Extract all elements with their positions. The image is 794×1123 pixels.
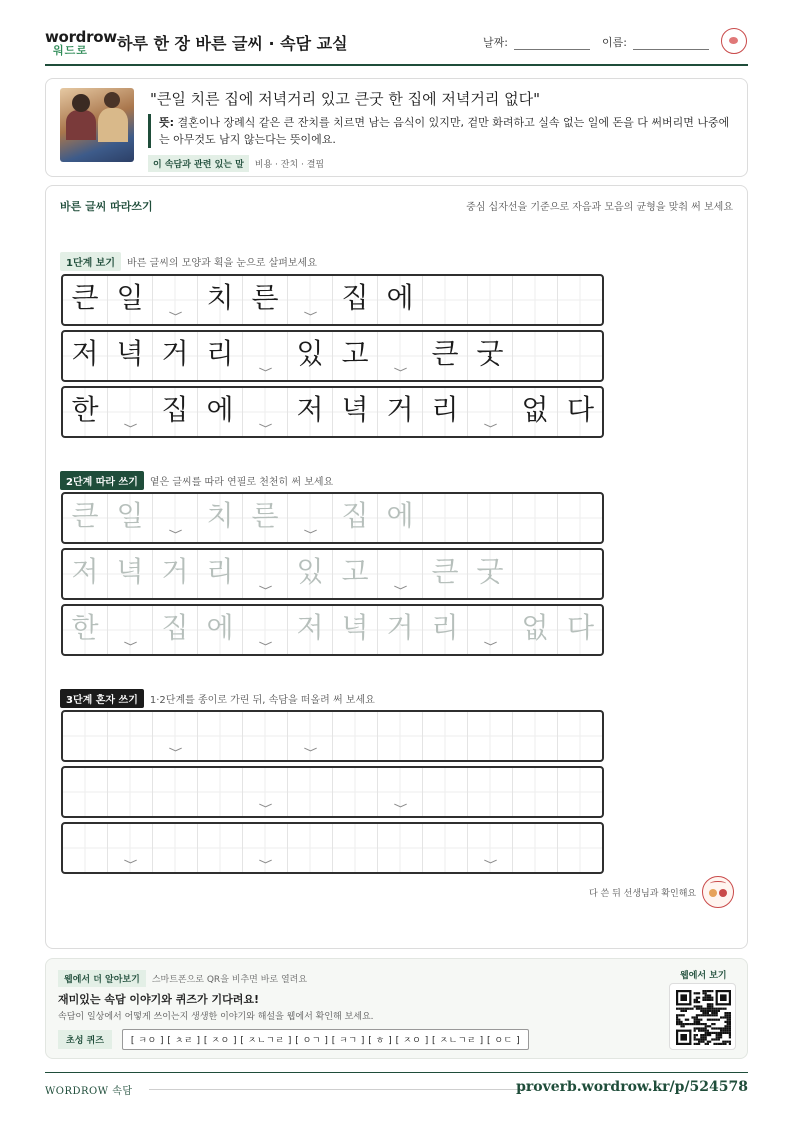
web-description: 속담이 일상에서 어떻게 쓰이는지 생생한 이야기와 해설을 웹에서 확인해 보세요. [58,1012,374,1022]
grid-cell [513,276,558,324]
initial-quiz [58,1029,529,1050]
grid-cell[interactable] [108,494,153,542]
trace-glyph: 리 [206,555,234,588]
grid-cell[interactable] [468,606,513,654]
grid-cell[interactable] [513,768,558,816]
space-mark-icon [259,422,271,430]
grid-cell[interactable] [378,494,423,542]
trace-glyph: 녁 [341,611,369,644]
proverb-card [45,78,748,177]
practice-hint: 중심 십자선을 기준으로 자음과 모음의 균형을 맞춰 써 보세요 [466,202,733,213]
space-mark-icon [259,858,271,866]
grid-cell [63,388,108,436]
grid-cell [153,276,198,324]
grid-cell[interactable] [423,550,468,598]
trace-glyph: 에 [386,499,414,532]
grid-cell [513,388,558,436]
name-line[interactable] [633,38,709,50]
grid-cell[interactable] [153,824,198,872]
trace-glyph: 거 [386,611,414,644]
space-mark-icon [484,422,496,430]
model-glyph: 치 [206,281,234,314]
grid-cell[interactable] [63,606,108,654]
space-mark-icon [169,528,181,536]
grid-cell [423,332,468,380]
model-glyph: 한 [71,393,99,426]
related-words [148,155,324,172]
grid-cell [333,388,378,436]
grid-cell[interactable] [468,768,513,816]
model-glyph: 저 [71,337,99,370]
grid-cell[interactable] [108,712,153,760]
meaning-text: 결혼이나 장례식 같은 큰 잔치를 치르면 남는 음식이 있지만, 겉만 화려하고 실속 없는 일에 돈을 다 써버리면 나중에는 아무것도 남지 않는다는 뜻이에요. [159,116,730,146]
step-3-tag: 3단계 혼자 쓰기 [60,689,144,708]
writing-row[interactable] [61,492,604,544]
space-mark-icon [124,858,136,866]
grid-cell[interactable] [558,606,603,654]
footer-url[interactable]: proverb.wordrow.kr/p/524578 [516,1079,748,1095]
trace-glyph: 거 [161,555,189,588]
grid-cell[interactable] [333,768,378,816]
grid-cell[interactable] [63,712,108,760]
quiz-label: 초성 퀴즈 [58,1030,112,1049]
grid-cell[interactable] [288,824,333,872]
quiz-hints: [ ㅋㅇ ] [ ㅊㄹ ] [ ㅈㅇ ] [ ㅈㄴㄱㄹ ] [ ㅇㄱ ] [ ㅋㄱ ] [ ㅎ ] [ ㅈㅇ ] [ ㅈㄴㄱㄹ ] [ ㅇㄷ ] [122,1029,529,1050]
grid-cell [198,388,243,436]
space-mark-icon [259,640,271,648]
grid-cell [243,276,288,324]
grid-cell[interactable] [288,712,333,760]
trace-glyph: 집 [341,499,369,532]
grid-cell[interactable] [558,824,603,872]
space-mark-icon [304,746,316,754]
step-1-desc: 바른 글씨의 모양과 획을 눈으로 살펴보세요 [127,258,317,269]
model-glyph: 거 [386,393,414,426]
grid-cell [333,332,378,380]
trace-glyph: 일 [116,499,144,532]
grid-cell[interactable] [153,494,198,542]
trace-glyph: 른 [251,499,279,532]
model-glyph: 른 [251,281,279,314]
grid-cell[interactable] [423,768,468,816]
grid-cell [243,332,288,380]
grid-cell[interactable] [558,768,603,816]
grid-cell[interactable] [153,606,198,654]
grid-cell[interactable] [378,712,423,760]
space-mark-icon [304,310,316,318]
grid-cell [288,332,333,380]
model-glyph: 녁 [341,393,369,426]
qr-code[interactable] [669,983,736,1050]
space-mark-icon [394,584,406,592]
space-mark-icon [124,640,136,648]
date-line[interactable] [514,38,590,50]
grid-cell[interactable] [63,824,108,872]
grid-cell[interactable] [288,550,333,598]
trace-glyph: 큰 [431,555,459,588]
grid-cell [558,388,603,436]
grid-cell [108,388,153,436]
grid-cell[interactable] [63,494,108,542]
model-glyph: 녁 [116,337,144,370]
grid-cell[interactable] [243,550,288,598]
grid-cell[interactable] [243,768,288,816]
grid-cell [63,276,108,324]
grid-cell [198,332,243,380]
writing-row [61,330,604,382]
grid-cell [558,276,603,324]
web-promo-box [45,958,748,1059]
grid-cell [558,332,603,380]
trace-glyph: 한 [71,611,99,644]
grid-cell[interactable] [243,606,288,654]
grid-cell[interactable] [153,768,198,816]
logo-wordmark: wordrow [45,28,117,46]
trace-glyph: 고 [341,555,369,588]
trace-glyph: 큰 [71,499,99,532]
teacher-check-text: 다 쓴 뒤 선생님과 확인해요 [589,889,697,899]
step-2 [60,471,333,490]
writing-row [61,386,604,438]
grid-cell[interactable] [423,824,468,872]
model-glyph: 다 [566,393,595,426]
grid-cell[interactable] [468,550,513,598]
trace-glyph: 없 [521,611,549,644]
teacher-stamp-icon [702,876,734,908]
grid-cell[interactable] [288,768,333,816]
grid-cell[interactable] [513,606,558,654]
wordrow-logo [45,28,117,58]
grid-cell[interactable] [198,550,243,598]
grid-cell[interactable] [558,712,603,760]
page-header [45,24,748,66]
model-glyph: 큰 [71,281,99,314]
qr-label: 웹에서 보기 [680,971,727,981]
grid-cell [468,332,513,380]
space-mark-icon [259,366,271,374]
model-glyph: 리 [206,337,234,370]
grid-cell[interactable] [108,606,153,654]
space-mark-icon [169,746,181,754]
date-field[interactable] [483,34,590,50]
grid-cell[interactable] [513,494,558,542]
grid-cell[interactable] [468,712,513,760]
grid-cell[interactable] [63,550,108,598]
grid-cell[interactable] [108,824,153,872]
step-3 [60,689,375,708]
space-mark-icon [484,640,496,648]
grid-cell[interactable] [378,824,423,872]
model-glyph: 에 [206,393,234,426]
date-label: 날짜: [483,36,508,49]
model-glyph: 고 [341,337,369,370]
grid-cell[interactable] [333,606,378,654]
grid-cell[interactable] [198,712,243,760]
model-glyph: 큰 [431,337,459,370]
grid-cell [108,332,153,380]
grid-cell[interactable] [243,494,288,542]
practice-panel [45,185,748,949]
grid-cell[interactable] [198,768,243,816]
grid-cell[interactable] [468,824,513,872]
step-2-desc: 옅은 글씨를 따라 연필로 천천히 써 보세요 [149,477,334,488]
grid-cell[interactable] [243,824,288,872]
page-footer [45,1072,748,1102]
grid-cell [378,332,423,380]
space-mark-icon [259,584,271,592]
grid-cell [333,276,378,324]
grid-cell [513,332,558,380]
grid-cell[interactable] [108,768,153,816]
related-list: 비용 · 잔치 · 결핍 [254,160,325,170]
footer-divider [149,1089,535,1090]
name-field[interactable] [602,34,709,50]
grid-cell [378,388,423,436]
grid-cell [288,276,333,324]
trace-glyph: 굿 [476,555,504,588]
model-glyph: 집 [341,281,369,314]
grid-cell[interactable] [63,768,108,816]
web-tag-desc: 스마트폰으로 QR을 비추면 바로 열려요 [151,975,308,985]
grid-cell [423,388,468,436]
grid-cell [198,276,243,324]
related-label: 이 속담과 관련 있는 말 [148,155,249,172]
grid-cell[interactable] [468,494,513,542]
grid-cell[interactable] [333,824,378,872]
proverb-illustration [60,88,134,162]
grid-cell [288,388,333,436]
grid-cell[interactable] [243,712,288,760]
qr-code-icon [676,990,731,1045]
grid-cell[interactable] [198,824,243,872]
grid-cell[interactable] [378,606,423,654]
grid-cell[interactable] [153,712,198,760]
writing-row[interactable] [61,604,604,656]
space-mark-icon [259,802,271,810]
step-3-desc: 1·2단계를 종이로 가린 뒤, 속담을 떠올려 써 보세요 [149,695,375,706]
trace-glyph: 에 [206,611,234,644]
grid-cell [63,332,108,380]
grid-cell[interactable] [333,494,378,542]
model-glyph: 굿 [476,337,504,370]
writing-row[interactable] [61,548,604,600]
writing-row[interactable] [61,766,604,818]
space-mark-icon [124,422,136,430]
step-2-tag: 2단계 따라 쓰기 [60,471,144,490]
grid-cell[interactable] [288,606,333,654]
step-1 [60,252,317,271]
grid-cell [468,388,513,436]
web-tag-row [58,970,307,987]
model-glyph: 에 [386,281,414,314]
trace-glyph: 집 [161,611,189,644]
model-glyph: 저 [296,393,324,426]
meaning-label: 뜻: [159,116,175,129]
grid-cell[interactable] [198,606,243,654]
grid-cell[interactable] [423,494,468,542]
proverb-meaning [148,114,733,148]
grid-cell[interactable] [513,550,558,598]
trace-glyph: 있 [296,555,324,588]
model-glyph: 있 [296,337,324,370]
grid-cell [378,276,423,324]
grid-cell[interactable] [378,550,423,598]
logo-korean: 워드로 [53,44,88,57]
trace-glyph: 리 [431,611,459,644]
footer-brand: WORDROW 속담 [45,1086,133,1097]
trace-glyph: 치 [206,499,234,532]
model-glyph: 리 [431,393,459,426]
model-glyph: 거 [161,337,189,370]
grid-cell [243,388,288,436]
grid-cell[interactable] [378,768,423,816]
model-glyph: 일 [116,281,144,314]
grid-cell [468,276,513,324]
grid-cell[interactable] [198,494,243,542]
page-title: 하루 한 장 바른 글씨 · 속담 교실 [117,34,348,53]
trace-glyph: 저 [71,555,99,588]
space-mark-icon [169,310,181,318]
model-glyph: 없 [521,393,549,426]
grid-cell [153,332,198,380]
grid-cell[interactable] [558,494,603,542]
proverb-quote: "큰일 치른 집에 저녁거리 있고 큰굿 한 집에 저녁거리 없다" [150,90,540,108]
name-label: 이름: [602,36,627,49]
grid-cell[interactable] [153,550,198,598]
grid-cell[interactable] [423,712,468,760]
grid-cell[interactable] [558,550,603,598]
grid-cell [108,276,153,324]
grid-cell[interactable] [333,712,378,760]
grid-cell[interactable] [513,824,558,872]
trace-glyph: 다 [566,611,595,644]
web-headline: 재미있는 속담 이야기와 퀴즈가 기다려요! [58,993,259,1006]
stamp-icon [721,28,747,54]
grid-cell[interactable] [513,712,558,760]
writing-row [61,274,604,326]
space-mark-icon [394,802,406,810]
writing-row[interactable] [61,710,604,762]
grid-cell [423,276,468,324]
step-1-tag: 1단계 보기 [60,252,121,271]
writing-row[interactable] [61,822,604,874]
grid-cell [153,388,198,436]
trace-glyph: 녁 [116,555,144,588]
model-glyph: 집 [161,393,189,426]
practice-title: 바른 글씨 따라쓰기 [60,200,153,213]
space-mark-icon [484,858,496,866]
grid-cell[interactable] [108,550,153,598]
web-tag: 웹에서 더 알아보기 [58,970,146,987]
trace-glyph: 저 [296,611,324,644]
space-mark-icon [304,528,316,536]
grid-cell[interactable] [423,606,468,654]
grid-cell[interactable] [333,550,378,598]
grid-cell[interactable] [288,494,333,542]
space-mark-icon [394,366,406,374]
